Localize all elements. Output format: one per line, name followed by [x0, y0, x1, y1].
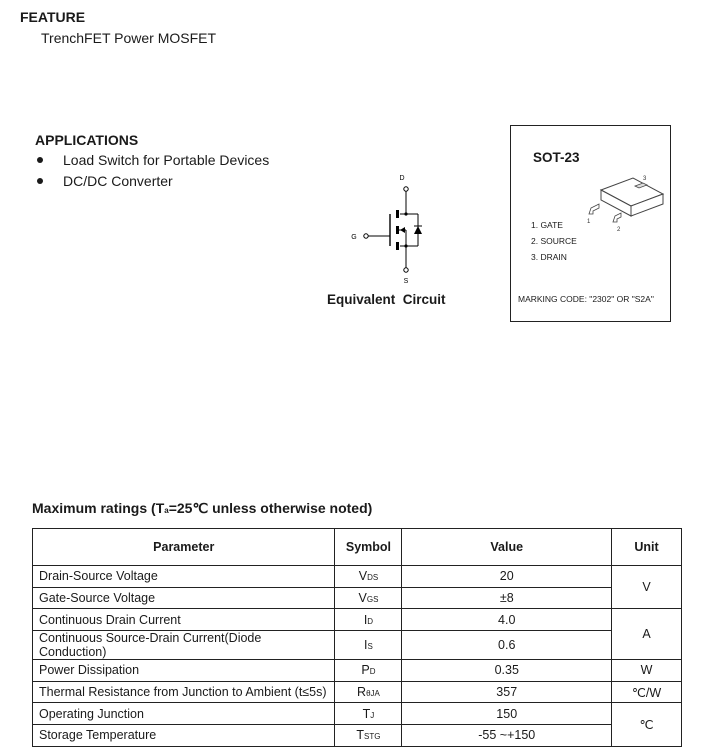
pin-g-label: G [351, 234, 357, 241]
table-row [33, 609, 682, 631]
feature-heading: FEATURE [20, 9, 86, 25]
pin-number: 2 [617, 227, 621, 233]
symbol-cell: RθJA [335, 681, 402, 703]
symbol-cell: IS [335, 631, 402, 660]
pin-number: 1 [587, 219, 591, 225]
pin-label: 1. GATE [531, 220, 563, 230]
package-pin-list [531, 217, 577, 265]
list-item [35, 150, 269, 171]
column-header: Symbol [335, 529, 402, 566]
unit-cell: A [612, 609, 682, 660]
applications-heading: APPLICATIONS [35, 132, 139, 148]
table-header-row [33, 529, 682, 566]
feature-text: TrenchFET Power MOSFET [41, 30, 217, 46]
parameter-cell: Drain-Source Voltage [33, 566, 335, 588]
list-item [35, 171, 269, 192]
package-box [510, 125, 671, 322]
bullet-icon [37, 157, 43, 163]
parameter-cell: Storage Temperature [33, 725, 335, 747]
value-cell: 20 [402, 566, 612, 588]
pin-d-label: D [399, 175, 405, 182]
value-cell: -55 ~+150 [402, 725, 612, 747]
applications-list [35, 150, 269, 192]
circuit-caption: Equivalent Circuit [327, 292, 446, 307]
value-cell: 357 [402, 681, 612, 703]
ratings-table [32, 528, 682, 747]
unit-cell: W [612, 660, 682, 682]
table-row [33, 660, 682, 682]
column-header: Value [402, 529, 612, 566]
table-row [33, 566, 682, 588]
symbol-cell: PD [335, 660, 402, 682]
table-row [33, 725, 682, 747]
pin-s-label: S [403, 278, 409, 285]
parameter-cell: Gate-Source Voltage [33, 587, 335, 609]
value-cell: 0.6 [402, 631, 612, 660]
parameter-cell: Operating Junction [33, 703, 335, 725]
package-title: SOT-23 [533, 150, 580, 165]
value-cell: ±8 [402, 587, 612, 609]
column-header: Unit [612, 529, 682, 566]
symbol-cell: VGS [335, 587, 402, 609]
table-row [33, 681, 682, 703]
value-cell: 150 [402, 703, 612, 725]
unit-cell: V [612, 566, 682, 609]
symbol-cell: TSTG [335, 725, 402, 747]
symbol-cell: ID [335, 609, 402, 631]
column-header: Parameter [33, 529, 335, 566]
table-row [33, 631, 682, 660]
ratings-title: Maximum ratings (Ta=25℃ unless otherwise noted) [32, 500, 373, 516]
application-label: Load Switch for Portable Devices [63, 152, 270, 168]
value-cell: 4.0 [402, 609, 612, 631]
unit-cell: ℃ [612, 703, 682, 746]
symbol-cell: VDS [335, 566, 402, 588]
table-row [33, 703, 682, 725]
unit-cell: ℃/W [612, 681, 682, 703]
application-label: DC/DC Converter [63, 173, 173, 189]
pin-label: 3. DRAIN [531, 252, 567, 262]
mosfet-schematic [340, 170, 450, 288]
parameter-cell: Power Dissipation [33, 660, 335, 682]
parameter-cell: Thermal Resistance from Junction to Ambient (t≤5s) [33, 681, 335, 703]
pin-number: 3 [643, 176, 647, 182]
parameter-cell: Continuous Source-Drain Current(Diode Conduction) [33, 631, 335, 660]
value-cell: 0.35 [402, 660, 612, 682]
table-row [33, 587, 682, 609]
pin-label: 2. SOURCE [531, 236, 577, 246]
bullet-icon [37, 178, 43, 184]
symbol-cell: TJ [335, 703, 402, 725]
marking-code: MARKING CODE: "2302" OR "S2A" [518, 294, 654, 304]
parameter-cell: Continuous Drain Current [33, 609, 335, 631]
sot23-package-icon [579, 170, 669, 242]
